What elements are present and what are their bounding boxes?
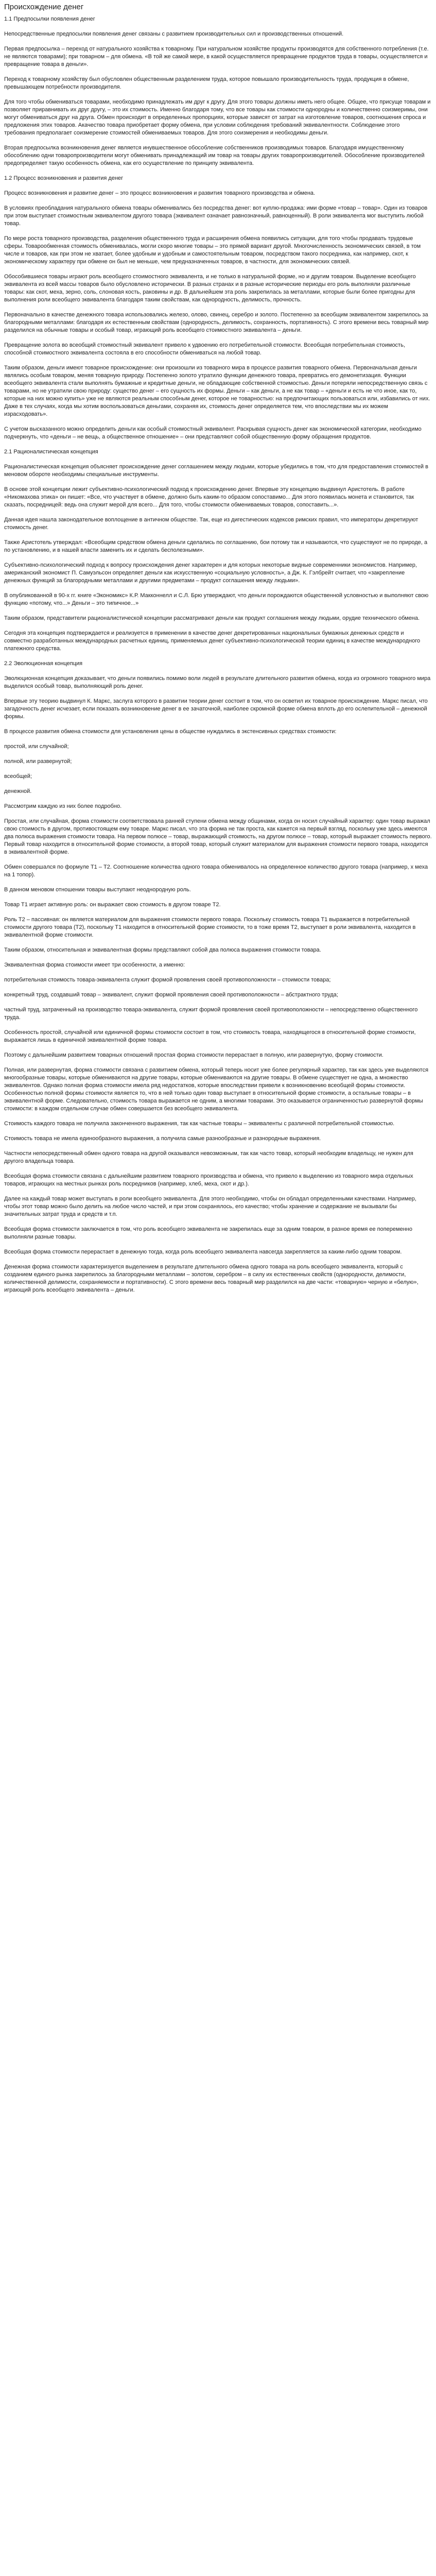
paragraph: Таким образом, представители рационалистической концепции рассматривают деньги как продукт соглашения между людьми, орудие технического обмена.	[4, 615, 420, 621]
paragraph: В основе этой концепции лежит субъективно-психологический подход к происхождению денег. Впервые эту концепцию выдвинул Аристотель. В работе «Никомахова этика» он пишет: «Все, что участвует в обмене, должно быть каким-то образом сопоставимо... Для этого появилась монета и становится, так сказать, посредницей: ведь она служит мерой для всего... Для того, чтобы стоимости обмениваемых товаров, сопоставить...».	[4, 486, 414, 508]
paragraph: Стоимость товара не имела единообразного выражения, а получила самые разнообразные и разнородные выражения.	[4, 1136, 321, 1142]
paragraph: Также Аристотель утверждал: «Всеобщим средством обмена деньги сделались по соглашению, бои потому так и называются, что существуют не по природе, а по установлению, и в нашей власти заменить их и сделать бесполезными».	[4, 539, 428, 553]
page-title: Происхождение денег	[4, 3, 84, 11]
paragraph: Таким образом, деньги имеют товарное происхождение: они произошли из товарного мира в процессе развития товарного обмена. Первоначальная деньги являлись особым товаром, меняя товарную природу. Постепенно золото утратило функции денежного товара, превратись его демонетизация. Функции всеобщего эквивалента стали выполнять бумажные и кредитные деньги, не обладающие собственной стоимостью. Деньги потеряли непосредственную связь с товарами, но не утратили свою природу: существо денег – его сущность их формы. Деньги – как деньги, а не как товар – «деньги и есть не что иное, как то, которые на них можно купить» уже не являются реальным способным денег, которое не товарностью: на предпочитающих пользоваться или, избавились от них. Даже в тех случаях, когда мы хотим воспользоваться деньгами, сохраняя их, стоимость денег определяется тем, что впоследствии мы их можем израсходовать».	[4, 365, 430, 417]
paragraph: Стоимость каждого товара не получила законченного выражения, так как частные товары – эквиваленты с различной потребительной стоимостью.	[4, 1121, 395, 1127]
paragraph: Далее на каждый товар может выступать в роли всеобщего эквивалента. Для этого необходимо, чтобы он обладал определенными качествами. Например, чтобы этот товар можно было делить на любое число частей, и при этом сохранялось, его качество; чтобы хранение и содержание не вызывали бы значительных затрат труда и средств и т.п.	[4, 1196, 416, 1217]
paragraph: В условиях преобладания натурального обмена товары обменивались без посредства денег: вот куплю-продажа: ими форме «товар – товар». Один из товаров при этом выступает стоимостным эквивалентом другого товара (эквивалент означает равнозначный, равноценный). В роли эквивалента мог выступить любой товар.	[4, 205, 428, 227]
paragraph: Частности непосредственный обмен одного товара на другой оказывался невозможным, так как часто товар, который необходим владельцу, не нужен для другого владельца товара.	[4, 1150, 413, 1164]
paragraph: В данном меновом отношении товары выступают неоднородную роль.	[4, 887, 191, 893]
paragraph: Простая, или случайная, форма стоимости соответствовала ранней ступени обмена между общинами, когда он носил случайный характер: один товар выражал свою стоимость в другом, противостоящем ему товаре. Маркс писал, что эта форма не так проста, как кажется на первый взгляд, поскольку уже здесь имеются два полюса выражения стоимости товара. На первом полюсе – товар, выражающий стоимость, на другом полюсе – товар, который выражает стоимость первого. Первый товар находится в относительной форме стоимости, а второй товар, который служит материалом для выражения стоимости первого товара, находится в эквивалентной форме.	[4, 818, 432, 855]
paragraph: Всеобщая форма стоимости заключается в том, что роль всеобщего эквивалента не закрепилась еще за одним товаром, в разное время ее попеременно выполняли разные товары.	[4, 1226, 412, 1240]
paragraph: Впервые эту теорию выдвинул К. Маркс, заслуга которого в развитии теории денег состоит в том, что он осветил их товарное происхождение. Маркс писал, что загадочность денег исчезает, если показать возникновение денег в ее зачаточной, наиболее скромной форме обмена вплоть до его ослепительной – денежной формы.	[4, 698, 428, 720]
paragraph: По мере роста товарного производства, разделения общественного труда и расширения обмена появились ситуации, для того чтобы продавать трудовые сферы. Товарообменная стоимость обменивалась, могли скоро многие товары – это прямой вариант другой. Многочисленность экономических связей, в том числе и товаров, как при этом не хватает, более удобным и удобным и самостоятельным товаром, посредством такого посредника, как например, скот, к экономическому характеру при обмене он был не меньше, чем предназначенных товаров, в частности, для экономических связей.	[4, 235, 421, 265]
list-item: потребительная стоимость товара-эквивалента служит формой проявления своей противоположности – стоимости товара;	[4, 977, 331, 983]
list-item: частный труд, затраченный на производство товара-эквивалента, служит формой проявления своей противоположности – непосредственно общественного труда.	[4, 1007, 418, 1021]
paragraph: Товар Т1 играет активную роль: он выражает свою стоимость в другом товаре Т2.	[4, 902, 221, 908]
section-heading: 1.2 Процесс возникновения и развития денег	[4, 175, 124, 181]
paragraph: Поэтому с дальнейшим развитием товарных отношений простая форма стоимости перерастает в полную, или развернутую, форму стоимости.	[4, 1052, 383, 1058]
paragraph: Непосредственные предпосылки появления денег связаны с развитием производительных сил и производственных отношений.	[4, 31, 344, 37]
paragraph: Переход к товарному хозяйству был обусловлен общественным разделением труда, которое повышало производительность труда, продукция в обмене, превышающем потребности производителя.	[4, 76, 409, 90]
paragraph: Рассмотрим каждую из них более подробно.	[4, 803, 122, 809]
paragraph: Особенность простой, случайной или единичной формы стоимости состоит в том, что стоимость товара, находящегося в относительной форме стоимости, выражается лишь в единичной эквивалентной форме товара.	[4, 1029, 416, 1043]
paragraph: В процессе развития обмена стоимости для установления цены в обществе нуждались в экстенсивных средствах стоимости:	[4, 728, 337, 735]
paragraph: Первая предпосылка – переход от натурального хозяйства к товарному. При натуральном хозяйстве продукты производятся для собственного потребления (т.е. не являются товарами); при товарном – для обмена. «В той же самой мере, в какой осуществляется превращение продуктов труда в товары, осуществляется и превращение товара в деньги».	[4, 46, 429, 67]
section-heading: 1.1 Предпосылки появления денег	[4, 16, 95, 22]
paragraph: Роль Т2 – пассивная: он является материалом для выражения стоимости первого товара. Поскольку стоимость товара Т1 выражается в потребительной стоимости другого товара (Т2), поскольку Т1 находится в относительной форме стоимости, то в тоже время Т2, выступает в роли эквивалента, находится в эквивалентной форме стоимости.	[4, 917, 416, 938]
paragraph: Всеобщая форма стоимости перерастает в денежную тогда, когда роль всеобщего эквивалента навсегда закрепляется за каким-либо одним товаром.	[4, 1249, 402, 1255]
paragraph: Обособившиеся товары играют роль всеобщего стоимостного эквивалента, и не только в натуральной форме, но и другим товаром. Выделение всеобщего эквивалента из всей массы товаров было обусловлено исторически. В разных странах и в разные исторические периоды его роль выполняли различные товары: как скот, меха, зерно, соль, слоновая кость, раковины и др. В дальнейшем эта роль закрепилась за металлами, которые были более пригодны для выполнения роли всеобщего эквивалента благодаря таким свойствам, как однородность, делимость, прочность.	[4, 274, 416, 303]
list-item: конкретный труд, создавший товар – эквивалент, служит формой проявления своей противоположности – абстрактного труда;	[4, 992, 338, 998]
paragraph: Рационалистическая концепция объясняет происхождение денег соглашением между людьми, которые убедились в том, что для предоставления стоимостей в меновом обороте необходимы специальные инструменты.	[4, 464, 428, 478]
section-heading: 2.1 Рационалистическая концепция	[4, 449, 98, 455]
section-heading: 2.2 Эволюционная концепция	[4, 660, 83, 667]
paragraph: Эволюционная концепция доказывает, что деньги появились помимо воли людей в результате длительного развития обмена, когда из огромного товарного мира выделился особый товар, выполняющий роль денег.	[4, 675, 431, 689]
paragraph: Денежная форма стоимости характеризуется выделением в результате длительного обмена одного товара на роль всеобщего эквивалента, который с созданием единого рынка закрепилось за благородными металлами – золотом, серебром – в силу их естественных свойств (однородности, делимости, количественной делимости, сохраняемости и портативности). С этого времени весь товарный мир разделился на две части: «товарную» черную и «белую», играющий роль всеобщего эквивалента – деньги.	[4, 1264, 418, 1293]
paragraph: Таким образом, относительная и эквивалентная формы представляют собой два полюса выражения стоимости товара.	[4, 947, 321, 953]
list-item: всеобщей;	[4, 773, 32, 779]
paragraph: Обмен совершался по формуле Т1 – Т2. Соотношение количества одного товара обменивалось на определенное количество другого товара (например, х меха на 1 топор).	[4, 864, 428, 878]
paragraph: Процесс возникновения и развитие денег – это процесс возникновения и развития товарного производства и обмена.	[4, 190, 316, 196]
paragraph: В опубликованной в 90-х гг. книге «Экономикс» К.Р. Макконнелл и С.Л. Брю утверждают, что деньги порождаются общественной условностью и выполняют свою функцию «потому, что...» Деньги – это типичное...»	[4, 592, 429, 606]
paragraph: Субъективно-психологический подход к вопросу происхождения денег характерен и для которых некоторые видные современники экономистов. Например, американский экономист П. Самуэльсон определяет деньги как искусственную «социальную условность», а Дж. К. Гэлбрейт считает, что «закрепление денежных функций за благородными металлами и другими предметами – продукт соглашения между людьми».	[4, 562, 417, 584]
paragraph: Вторая предпосылка возникновения денег является инувшественное обособление собственников производимых товаров. Благодаря имущественному обособлению одни товаропроизводители могут обменивать принадлежащий им товар на товары других товаропроизводителей. Обособление производителей предопределяет такую особенность обмена, как его осуществление по принципу эквивалента.	[4, 145, 425, 166]
paragraph: Превращение золота во всеобщий стоимостный эквивалент привело к удвоению его потребительной стоимости. Всеобщая потребительная стоимость, способной стоимостного эквивалента состояла в его способности обмениваться на любой товар.	[4, 342, 405, 356]
paragraph: Данная идея нашла законодательное воплощение в античном обществе. Так, еще из дигестических кодексов римских правил, что императоры декретируют стоимость денег.	[4, 517, 418, 531]
paragraph: Полная, или развернутая, форма стоимости связана с развитием обмена, который теперь носит уже более регулярный характер, так как здесь уже выделяются многообразные товары, которые обмениваются на другие товары, которые обмениваются на другие товары. В обмене существует не одна, а множество эквивалентов. Однако полная форма стоимости имела ряд недостатков, которые впоследствии привели к возникновению всеобщей формы стоимости. Особенностью полной формы стоимости является то, что в ней только один товар выступает в относительной форме стоимости, а остальные товары – в эквивалентной форме. Следовательно, стоимость товара выражается не одним, а многими товарами. Это оказывается ограниченностью развернутой формы стоимости: в каждом отдельном случае обмен совершается без всеобщего эквивалента.	[4, 1067, 429, 1112]
paragraph: Всеобщая форма стоимости связана с дальнейшим развитием товарного производства и обмена, что привело к выделению из товарного мира отдельных товаров, играющих на местных рынках роль посредников (например, хлеб, меха, скот и др.).	[4, 1173, 413, 1187]
paragraph: Эквивалентная форма стоимости имеет три особенности, а именно:	[4, 962, 185, 968]
paragraph: Для того чтобы обмениваться товарами, необходимо принадлежать им друг к другу. Для этого товары должны иметь него общее. Общее, что присуще товарам и позволяет приравнивать их друг другу, – это их стоимость. Именно благодаря тому, что все товары как стоимости однородны и количественно соизмеримы, они могут обмениваться друг на друга. Обмен происходит в определенных пропорциях, которые зависят от затрат на изготовление товаров, соотношения спроса и предложения этих товаров. Акачество товара приобретает форму обмена, при условии соблюдения требований эквивалентности. Соблюдение этого требования предполагает соизмерение стоимостей обмениваемых товаров. Для этого соизмерения и необходимы деньги.	[4, 99, 431, 136]
list-item: простой, или случайной;	[4, 743, 69, 750]
list-item: полной, или развернутой;	[4, 758, 72, 765]
paragraph: Сегодня эта концепция подтверждается и реализуется в применении в качестве денег декретированных национальных бумажных денежных средств и совместно разработанных международных расчетных единиц, применяемых денег субъективно-психологической теории единиц в качестве международного платежного средства.	[4, 630, 421, 652]
paragraph: С учетом высказанного можно определить деньги как особый стоимостный эквивалент. Раскрывая сущность денег как экономической категории, необходимо подчеркнуть, что «деньги – не вещь, а общественное отношение» – они представляют собой общественную форму обращения продуктов.	[4, 426, 422, 440]
paragraph: Первоначально в качестве денежного товара использовались железо, олово, свинец, серебро и золото. Постепенно за всеобщим эквивалентом закрепилось за благородными металлами: благодаря их естественным свойствам (однородность, делимость, сохранность, портативность). С этого времени весь товарный мир разделился на обычные товары и особый товар, играющий роль всеобщего стоимостного эквивалента – деньги.	[4, 312, 429, 333]
list-item: денежной.	[4, 788, 32, 794]
document-body	[4, 15, 432, 1294]
